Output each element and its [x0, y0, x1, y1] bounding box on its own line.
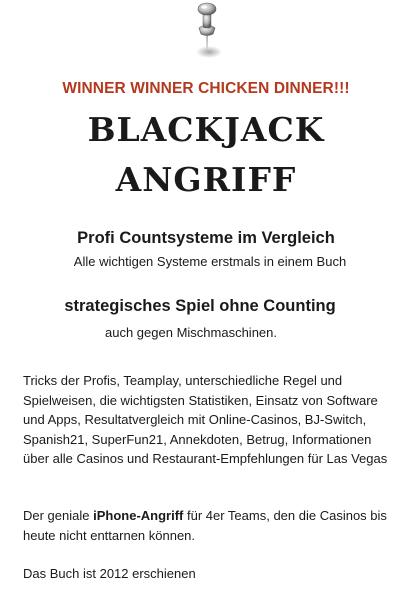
iphone-paragraph-post: für 4er Teams, den die Casinos bis heute nicht enttarnen können. — [23, 508, 387, 543]
publication-note: Das Buch ist 2012 erschienen — [23, 566, 196, 581]
iphone-angriff-highlight: iPhone-Angriff — [93, 508, 184, 523]
pushpin-icon — [187, 0, 227, 62]
iphone-paragraph-pre: Der geniale — [23, 508, 94, 523]
section-heading-strategisches-spiel: strategisches Spiel ohne Counting — [64, 297, 336, 315]
tagline: WINNER WINNER CHICKEN DINNER!!! — [62, 80, 350, 97]
iphone-angriff-paragraph — [23, 506, 393, 545]
book-title-line-1: BLACKJACK — [87, 110, 325, 149]
section-sub-countsysteme: Alle wichtigen Systeme erstmals in einem Buch — [73, 254, 347, 269]
description-paragraph: Tricks der Profis, Teamplay, unterschiedliche Regel und Spielweisen, die wichtigsten Statistiken, Einsatz von Software und Apps, Resultatvergleich mit Online-Casinos, BJ-Switch, Spanish21, SuperFun21, Annekdoten, Betrug, Informationen über alle Casinos und Restaurant-Empfehlungen für Las Vegas — [23, 373, 388, 467]
book-title-line-2: ANGRIFF — [115, 160, 297, 199]
section-heading-countsysteme: Profi Countsysteme im Vergleich — [77, 229, 335, 247]
section-sub-strategisches-spiel: auch gegen Mischmaschinen. — [105, 325, 277, 340]
